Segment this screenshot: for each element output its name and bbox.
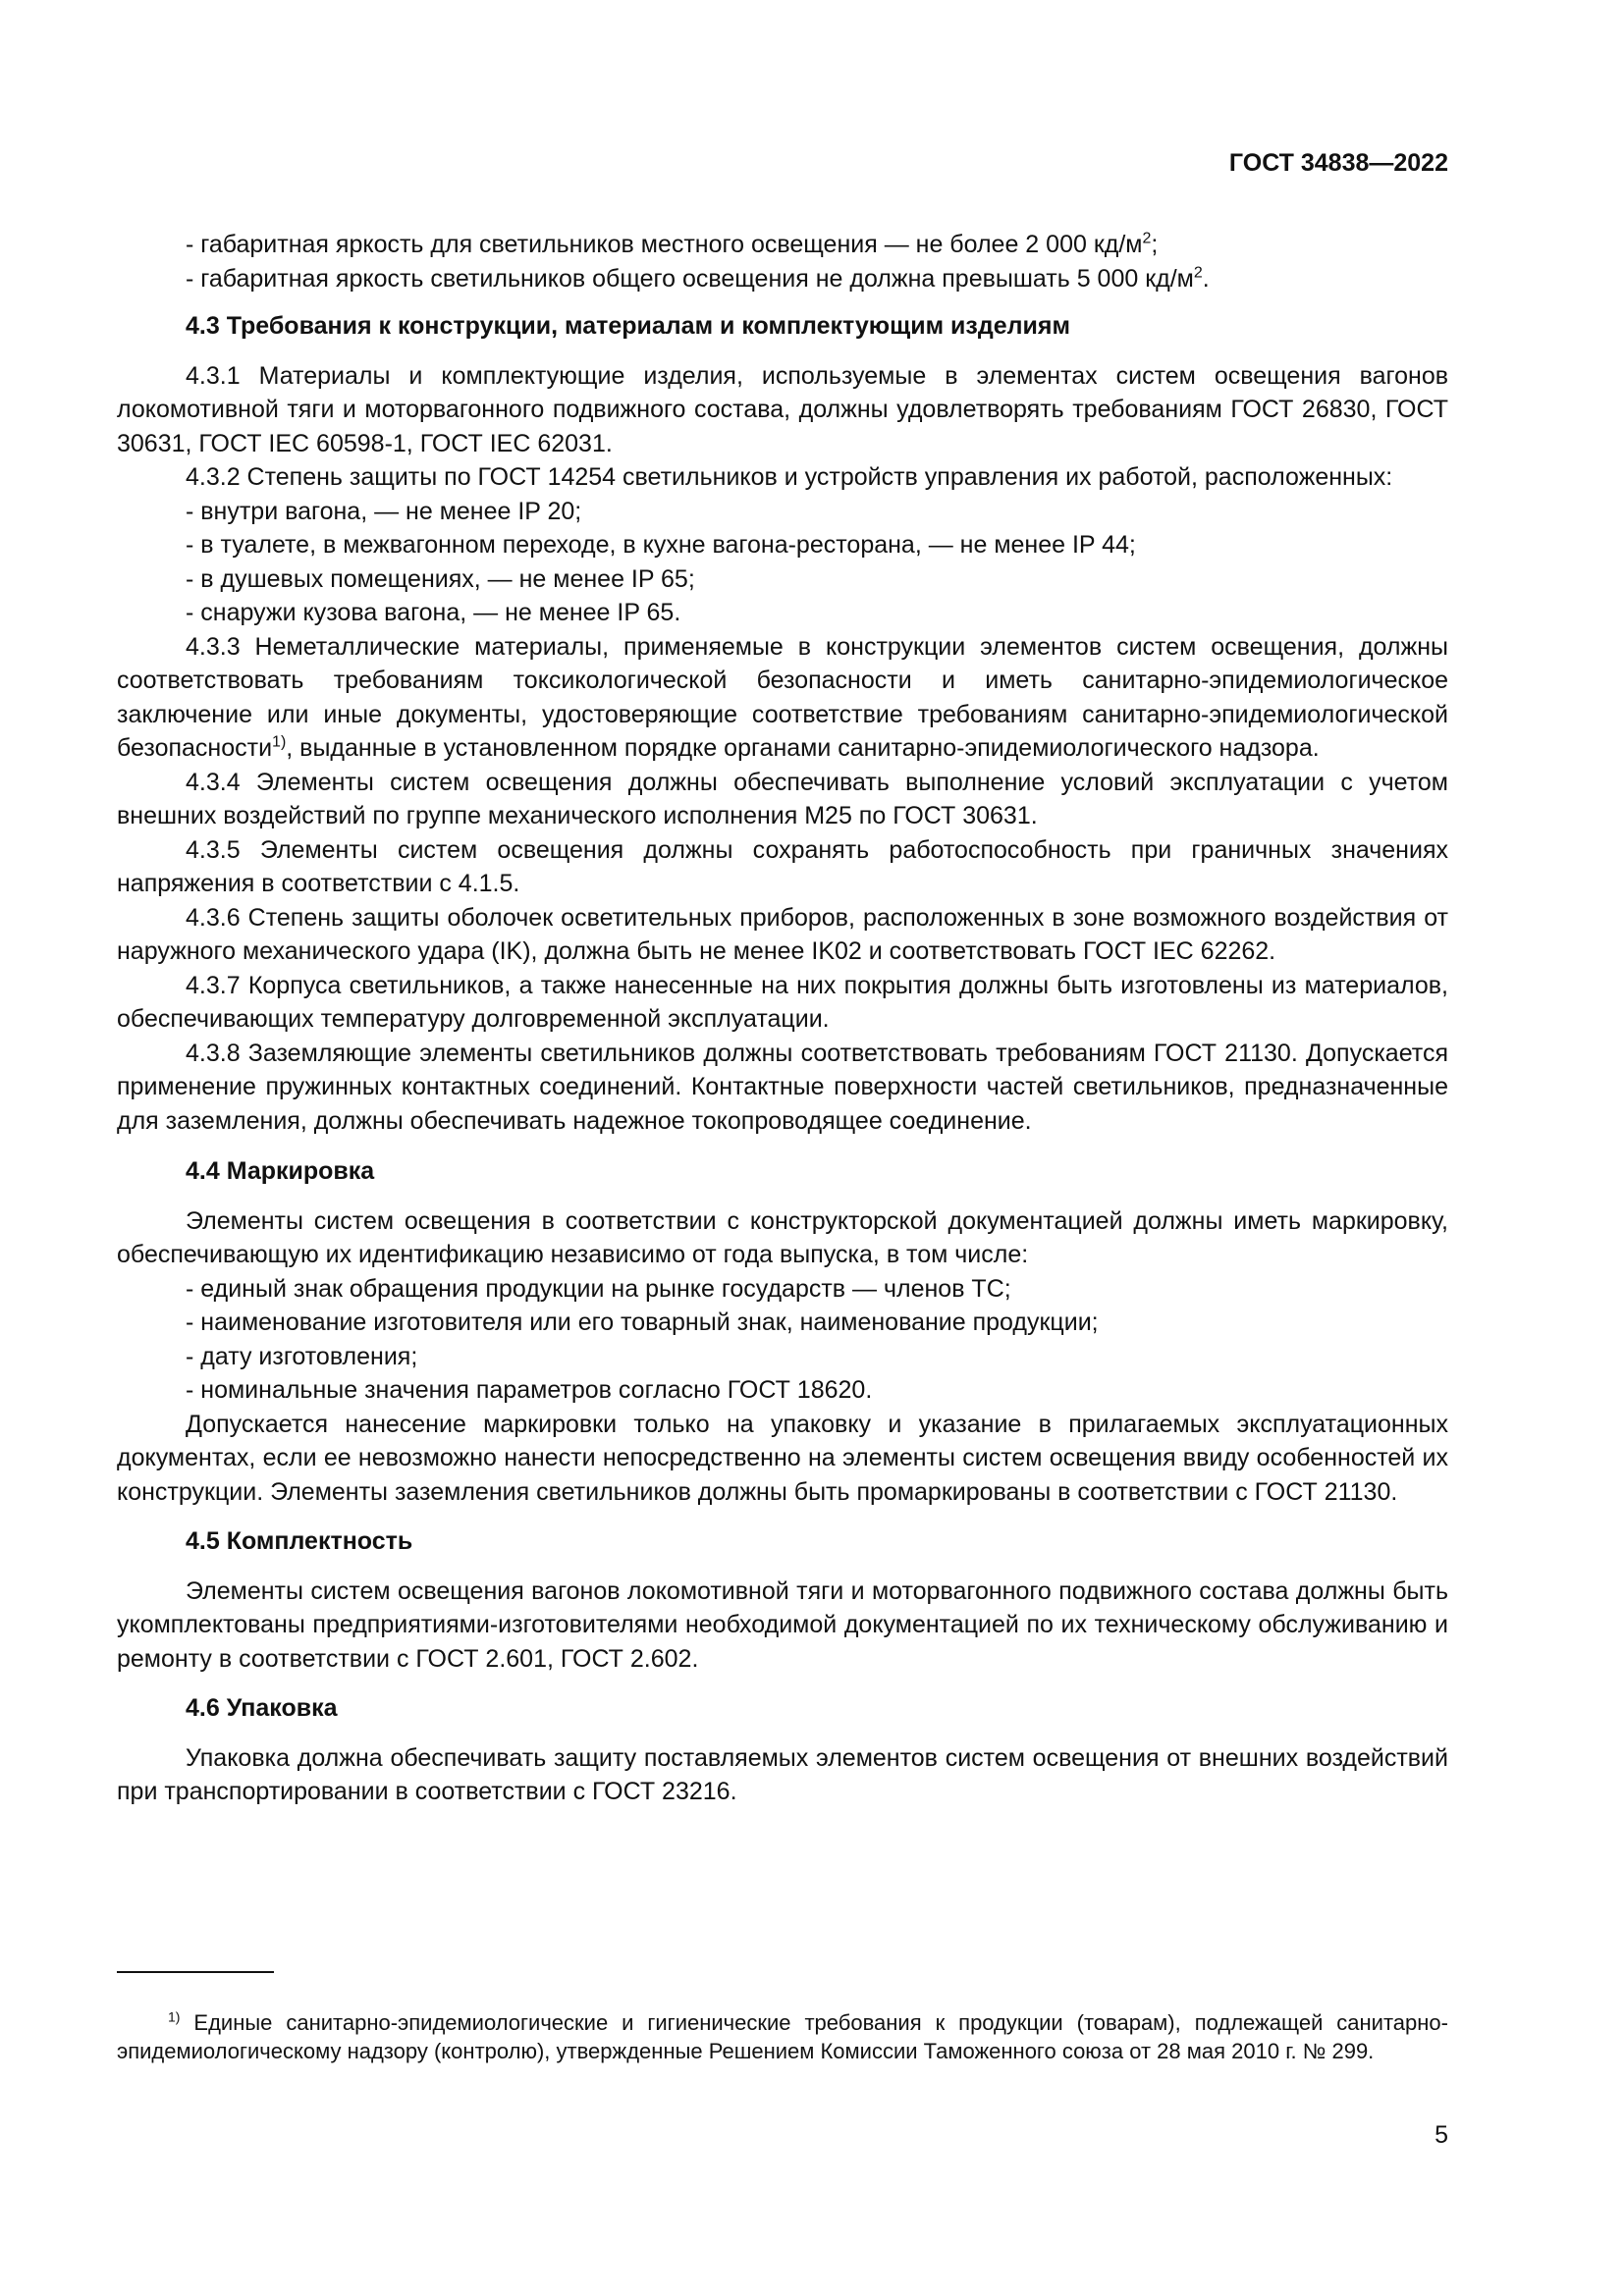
paragraph-4-3-4: 4.3.4 Элементы систем освещения должны обеспечивать выполнение условий эксплуатации с учетом внешних воздействий по группе механического исполнения М25 по ГОСТ 30631. — [117, 768, 1448, 829]
list-item: - габаритная яркость светильников общего освещения не должна превышать 5 000 $кд/м^2$. — [186, 264, 1210, 293]
list-item: - номинальные значения параметров согласно ГОСТ 18620. — [186, 1376, 873, 1404]
paragraph-4-5: Элементы систем освещения вагонов локомотивной тяги и моторвагонного подвижного состава должны быть укомплектованы предприятиями-изготовителями необходимой документацией по их техническому обслуживанию и ремонту в соответствии с ГОСТ 2.601, ГОСТ 2.602. — [117, 1576, 1448, 1673]
section-heading-4-6: 4.6 Упаковка — [186, 1694, 338, 1722]
footnote-divider — [117, 1971, 274, 1973]
footnote-reference[interactable]: 1) — [272, 733, 287, 751]
list-item: - наименование изготовителя или его товарный знак, наименование продукции; — [186, 1308, 1099, 1336]
paragraph-4-3-3: 4.3.3 Неметаллические материалы, применяемые в конструкции элементов систем освещения, должны соответствовать требованиям токсикологической безопасности и иметь санитарно-эпидемиологическое заключение или иные документы, удостоверяющие соответствие требованиям санитарно-эпидемиологической безопасности$^{1)}$, выданные в установленном порядке органами санитарно-эпидемиологического надзора. — [117, 632, 1448, 762]
paragraph-4-4-note: Допускается нанесение маркировки только на упаковку и указание в прилагаемых эксплуатационных документах, если ее невозможно нанести непосредственно на элементы систем освещения ввиду особенностей их конструкции. Элементы заземления светильников должны быть промаркированы в соответствии с ГОСТ 21130. — [117, 1410, 1448, 1506]
paragraph-4-6: Упаковка должна обеспечивать защиту поставляемых элементов систем освещения от внешних воздействий при транспортировании в соответствии с ГОСТ 23216. — [117, 1743, 1448, 1805]
document-id-header: ГОСТ 34838—2022 — [1228, 149, 1448, 177]
paragraph-4-3-6: 4.3.6 Степень защиты оболочек осветительных приборов, расположенных в зоне возможного воздействия от наружного механического удара (IK), должна быть не менее IK02 и соответствовать ГОСТ IEC 62262. — [117, 903, 1448, 965]
section-heading-4-5: 4.5 Комплектность — [186, 1527, 413, 1555]
footnote: $^{1)}$ Единые санитарно-эпидемиологические и гигиенические требования к продукции (товарам), подлежащей санитарно-эпидемиологическому надзору (контролю), утвержденные Решением Комиссии Таможенного союза от 28 мая 2010 г. № 299. — [117, 2008, 1448, 2063]
list-item: - в туалете, в межвагонном переходе, в кухне вагона-ресторана, — не менее IP 44; — [186, 531, 1136, 559]
paragraph-4-3-7: 4.3.7 Корпуса светильников, а также нанесенные на них покрытия должны быть изготовлены из материалов, обеспечивающих температуру долговременной эксплуатации. — [117, 971, 1448, 1033]
list-item: - снаружи кузова вагона, — не менее IP 65. — [186, 599, 681, 626]
paragraph-4-3-5: 4.3.5 Элементы систем освещения должны сохранять работоспособность при граничных значениях напряжения в соответствии с 4.1.5. — [117, 835, 1448, 897]
list-item: - единый знак обращения продукции на рынке государств — членов ТС; — [186, 1274, 1011, 1303]
list-item: - в душевых помещениях, — не менее IP 65; — [186, 564, 695, 593]
section-heading-4-3: 4.3 Требования к конструкции, материалам и комплектующим изделиям — [186, 312, 1070, 340]
footnote-marker: 1) — [168, 2008, 181, 2025]
paragraph-4-3-8: 4.3.8 Заземляющие элементы светильников должны соответствовать требованиям ГОСТ 21130. Допускается применение пружинных контактных соединений. Контактные поверхности частей светильников, предназначенные для заземления, должны обеспечивать надежное токопроводящее соединение. — [117, 1039, 1448, 1135]
list-item: - габаритная яркость для светильников местного освещения — не более 2 000 $кд/м^2$; — [186, 230, 1159, 258]
section-heading-4-4: 4.4 Маркировка — [186, 1157, 375, 1185]
page-number: 5 — [1435, 2121, 1448, 2149]
paragraph-4-3-1: 4.3.1 Материалы и комплектующие изделия, используемые в элементах систем освещения вагонов локомотивной тяги и моторвагонного подвижного состава, должны удовлетворять требованиям ГОСТ 26830, ГОСТ 30631, ГОСТ IEC 60598-1, ГОСТ IEC 62031. — [117, 361, 1448, 457]
list-item: - дату изготовления; — [186, 1342, 418, 1370]
paragraph-4-3-2: 4.3.2 Степень защиты по ГОСТ 14254 светильников и устройств управления их работой, расположенных: — [186, 463, 1393, 491]
document-body — [117, 228, 1448, 1809]
list-item: - внутри вагона, — не менее IP 20; — [186, 497, 582, 525]
paragraph-4-4-intro: Элементы систем освещения в соответствии с конструкторской документацией должны иметь маркировку, обеспечивающую их идентификацию независимо от года выпуска, в том числе: — [117, 1206, 1448, 1268]
